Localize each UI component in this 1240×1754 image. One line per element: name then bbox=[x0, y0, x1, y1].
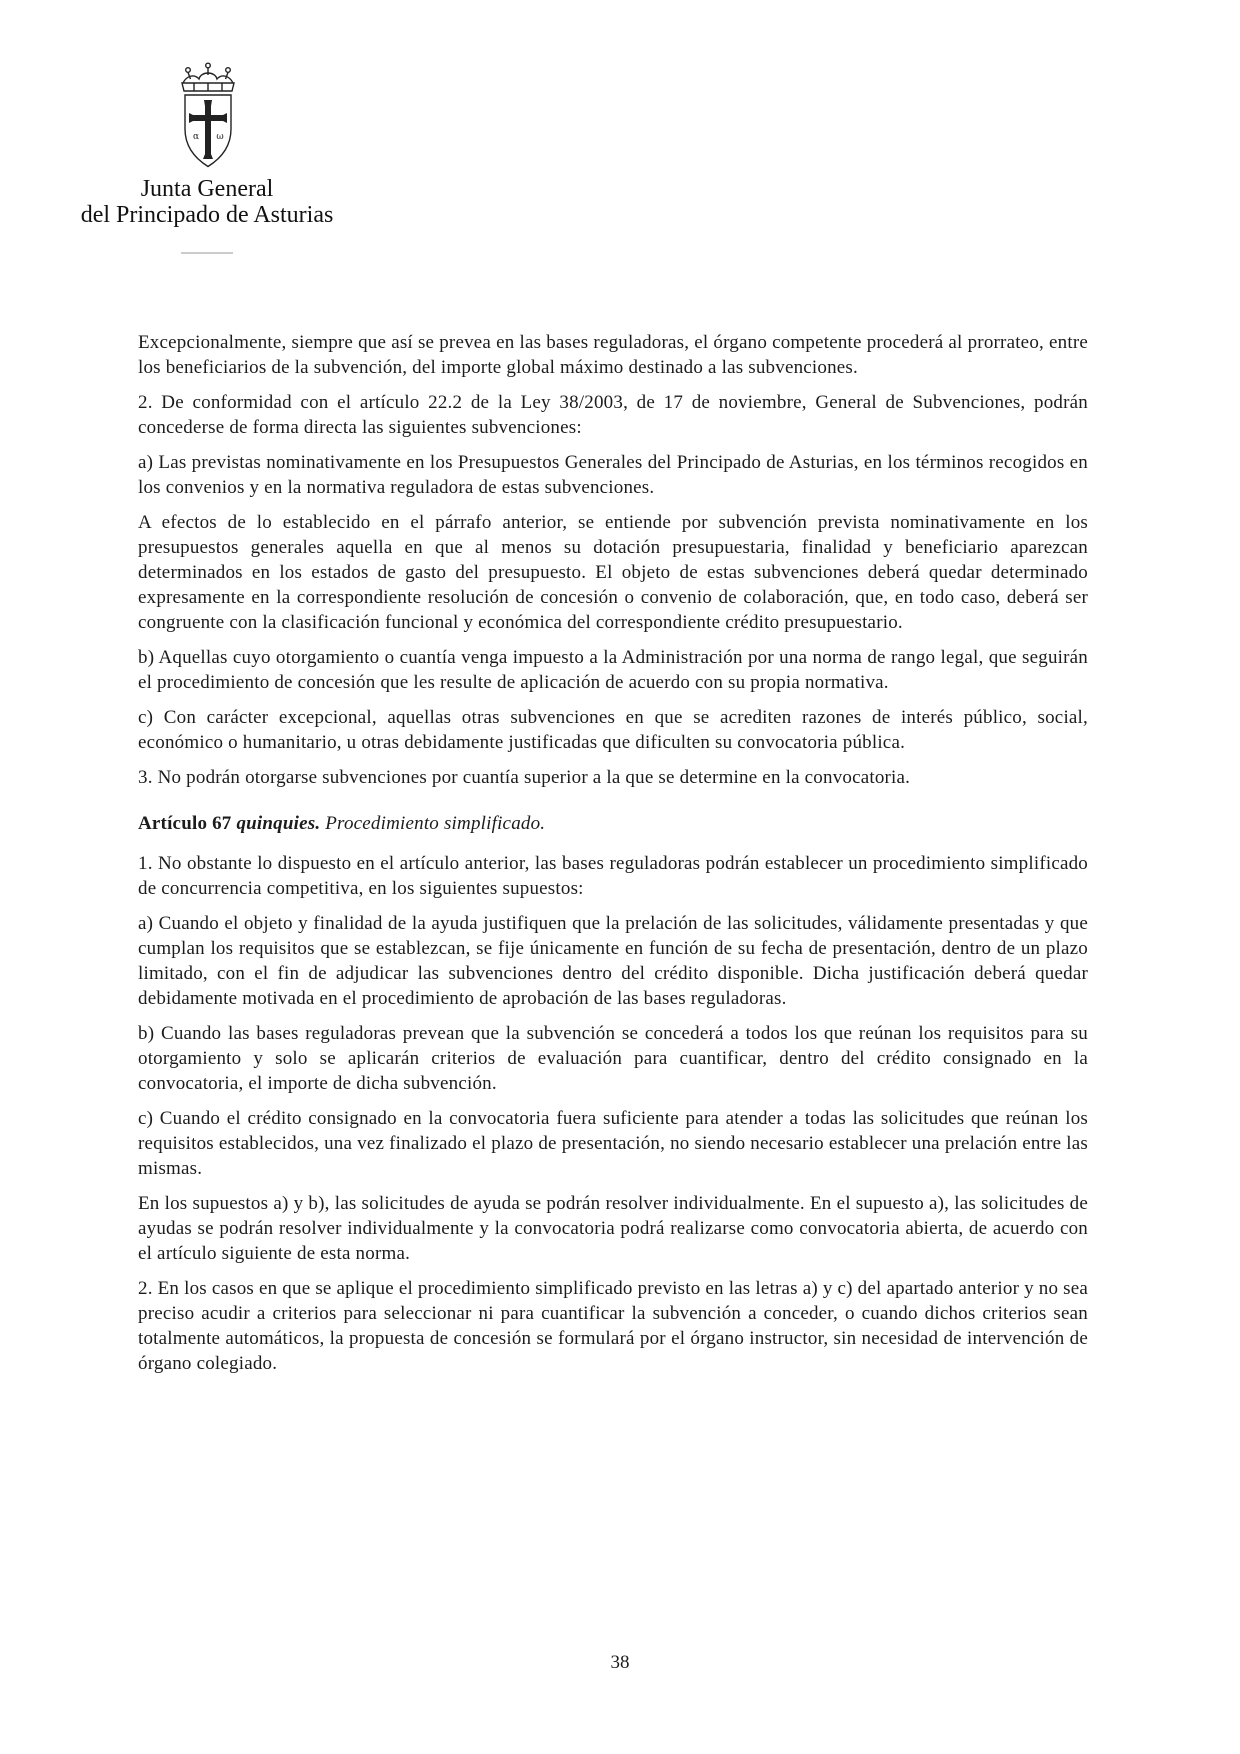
paragraph: c) Con carácter excepcional, aquellas otras subvenciones en que se acrediten razones de interés público, social, económico o humanitario, u otras debidamente justificadas que dificulten su convocatoria pública. bbox=[138, 707, 1088, 753]
document-body bbox=[138, 330, 1088, 1386]
org-name-line2: del Principado de Asturias bbox=[80, 202, 334, 228]
paragraph: En los supuestos a) y b), las solicitudes de ayuda se podrán resolver individualmente. En el supuesto a), las solicitudes de ayudas se podrán resolver individualmente y la convocatoria podrá realizarse como convocatoria abierta, de acuerdo con el artículo siguiente de esta norma. bbox=[138, 1193, 1088, 1264]
org-name-line1: Junta General bbox=[140, 176, 274, 202]
omega-glyph: ω bbox=[216, 132, 224, 142]
paragraph: 1. No obstante lo dispuesto en el artículo anterior, las bases reguladoras podrán establecer un procedimiento simplificado de concurrencia competitiva, en los siguientes supuestos: bbox=[138, 853, 1088, 899]
alpha-glyph: α bbox=[192, 132, 200, 142]
paragraph: c) Cuando el crédito consignado en la convocatoria fuera suficiente para atender a todas las solicitudes que reúnan los requisitos establecidos, una vez finalizado el plazo de presentación, no siendo necesario establecer una prelación entre las mismas. bbox=[138, 1108, 1088, 1179]
heading-article-title: Procedimiento simplificado. bbox=[325, 813, 546, 834]
org-name bbox=[40, 176, 374, 228]
heading-article-suffix: quinquies. bbox=[236, 813, 321, 834]
paragraph: a) Las previstas nominativamente en los Presupuestos Generales del Principado de Asturias, en los términos recogidos en los convenios y en la normativa reguladora de estas subvenciones. bbox=[138, 452, 1088, 498]
paragraph: 2. En los casos en que se aplique el procedimiento simplificado previsto en las letras a) y c) del apartado anterior y no sea preciso acudir a criterios para seleccionar ni para cuantificar la subvención a conceder, o cuando dichos criterios sean totalmente automáticos, la propuesta de concesión se formulará por el órgano instructor, sin necesidad de intervención de órgano colegiado. bbox=[138, 1278, 1088, 1374]
header-divider bbox=[181, 252, 233, 254]
paragraph: 3. No podrán otorgarse subvenciones por cuantía superior a la que se determine en la convocatoria. bbox=[138, 767, 911, 788]
paragraph: A efectos de lo establecido en el párrafo anterior, se entiende por subvención prevista nominativamente en los presupuestos generales aquella en que al menos su dotación presupuestaria, finalidad y beneficiario aparezcan determinados en los estados de gasto del presupuesto. El objeto de estas subvenciones deberá quedar determinado expresamente en la correspondiente resolución de concesión o convenio de colaboración, que, en todo caso, deberá ser congruente con la clasificación funcional y económica del correspondiente crédito presupuestario. bbox=[138, 512, 1088, 633]
coat-of-arms-icon bbox=[174, 62, 242, 172]
paragraph: 2. De conformidad con el artículo 22.2 de la Ley 38/2003, de 17 de noviembre, General de Subvenciones, podrán concederse de forma directa las siguientes subvenciones: bbox=[138, 392, 1088, 438]
paragraph: a) Cuando el objeto y finalidad de la ayuda justifiquen que la prelación de las solicitudes, válidamente presentadas y que cumplan los requisitos que se establezcan, se fije únicamente en función de su fecha de presentación, dentro de un plazo limitado, con el fin de adjudicar las subvenciones dentro del crédito disponible. Dicha justificación deberá quedar debidamente motivada en el procedimiento de aprobación de las bases reguladoras. bbox=[138, 913, 1088, 1009]
paragraph: b) Cuando las bases reguladoras prevean que la subvención se concederá a todos los que reúnan los requisitos para su otorgamiento y solo se aplicarán criterios de evaluación para cuantificar, dentro del crédito consignado en la convocatoria, el importe de dicha subvención. bbox=[138, 1023, 1088, 1094]
article-heading bbox=[138, 811, 1088, 836]
heading-article-number: Artículo 67 bbox=[138, 813, 232, 834]
page-number: 38 bbox=[610, 1652, 630, 1673]
paragraph: b) Aquellas cuyo otorgamiento o cuantía venga impuesto a la Administración por una norma de rango legal, que seguirán el procedimiento de concesión que les resulte de aplicación de acuerdo con su propia normativa. bbox=[138, 647, 1088, 693]
paragraph: Excepcionalmente, siempre que así se prevea en las bases reguladoras, el órgano competente procederá al prorrateo, entre los beneficiarios de la subvención, del importe global máximo destinado a las subvenciones. bbox=[138, 332, 1088, 378]
